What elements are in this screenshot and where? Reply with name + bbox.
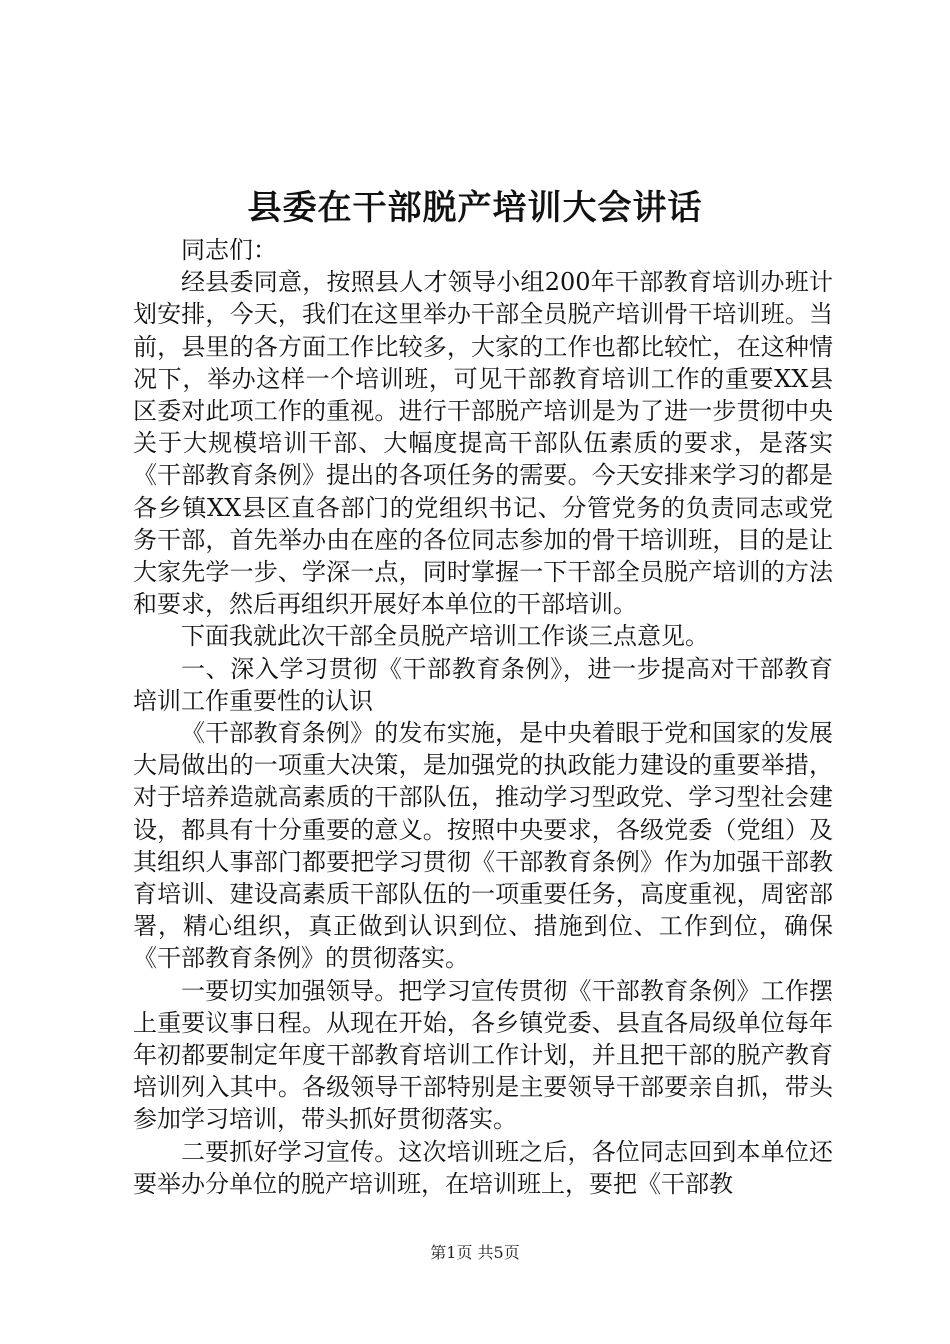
body-paragraph: 二要抓好学习宣传。这次培训班之后，各位同志回到本单位还要举办分单位的脱产培训班，在培训班上，要把《干部教 (133, 1137, 833, 1198)
page-number-footer: 第1页 共5页 (430, 1243, 520, 1262)
salutation-paragraph: 同志们： (181, 236, 277, 264)
section-heading: 一、深入学习贯彻《干部教育条例》，进一步提高对干部教育培训工作重要性的认识 (133, 654, 833, 715)
document-body (133, 234, 833, 1200)
document-title: 县委在干部脱产培训大会讲话 (247, 188, 703, 228)
body-paragraph: 一要切实加强领导。把学习宣传贯彻《干部教育条例》工作摆上重要议事日程。从现在开始，各乡镇党委、县直各局级单位每年年初都要制定年度干部教育培训工作计划，并且把干部的脱产教育培训列入其中。各级领导干部特别是主要领导干部要亲自抓，带头参加学习培训，带头抓好贯彻落实。 (133, 976, 833, 1134)
body-paragraph: 下面我就此次干部全员脱产培训工作谈三点意见。 (181, 622, 709, 651)
body-paragraph: 《干部教育条例》的发布实施，是中央着眼于党和国家的发展大局做出的一项重大决策，是加强党的执政能力建设的重要举措，对于培养造就高素质的干部队伍，推动学习型政党、学习型社会建设，都具有十分重要的意义。按照中央要求，各级党委（党组）及其组织人事部门都要把学习贯彻《干部教育条例》作为加强干部教育培训、建设高素质干部队伍的一项重要任务，高度重视，周密部署，精心组织，真正做到认识到位、措施到位、工作到位，确保《干部教育条例》的贯彻落实。 (133, 719, 833, 973)
body-paragraph: 经县委同意，按照县人才领导小组200年干部教育培训办班计划安排，今天，我们在这里举办干部全员脱产培训骨干培训班。当前，县里的各方面工作比较多，大家的工作也都比较忙，在这种情况下，举办这样一个培训班，可见干部教育培训工作的重要XX县区委对此项工作的重视。进行干部脱产培训是为了进一步贯彻中央关于大规模培训干部、大幅度提高干部队伍素质的要求，是落实《干部教育条例》提出的各项任务的需要。今天安排来学习的都是各乡镇XX县区直各部门的党组织书记、分管党务的负责同志或党务干部，首先举办由在座的各位同志参加的骨干培训班，目的是让大家先学一步、学深一点，同时掌握一下干部全员脱产培训的方法和要求，然后再组织开展好本单位的干部培训。 (133, 268, 833, 619)
